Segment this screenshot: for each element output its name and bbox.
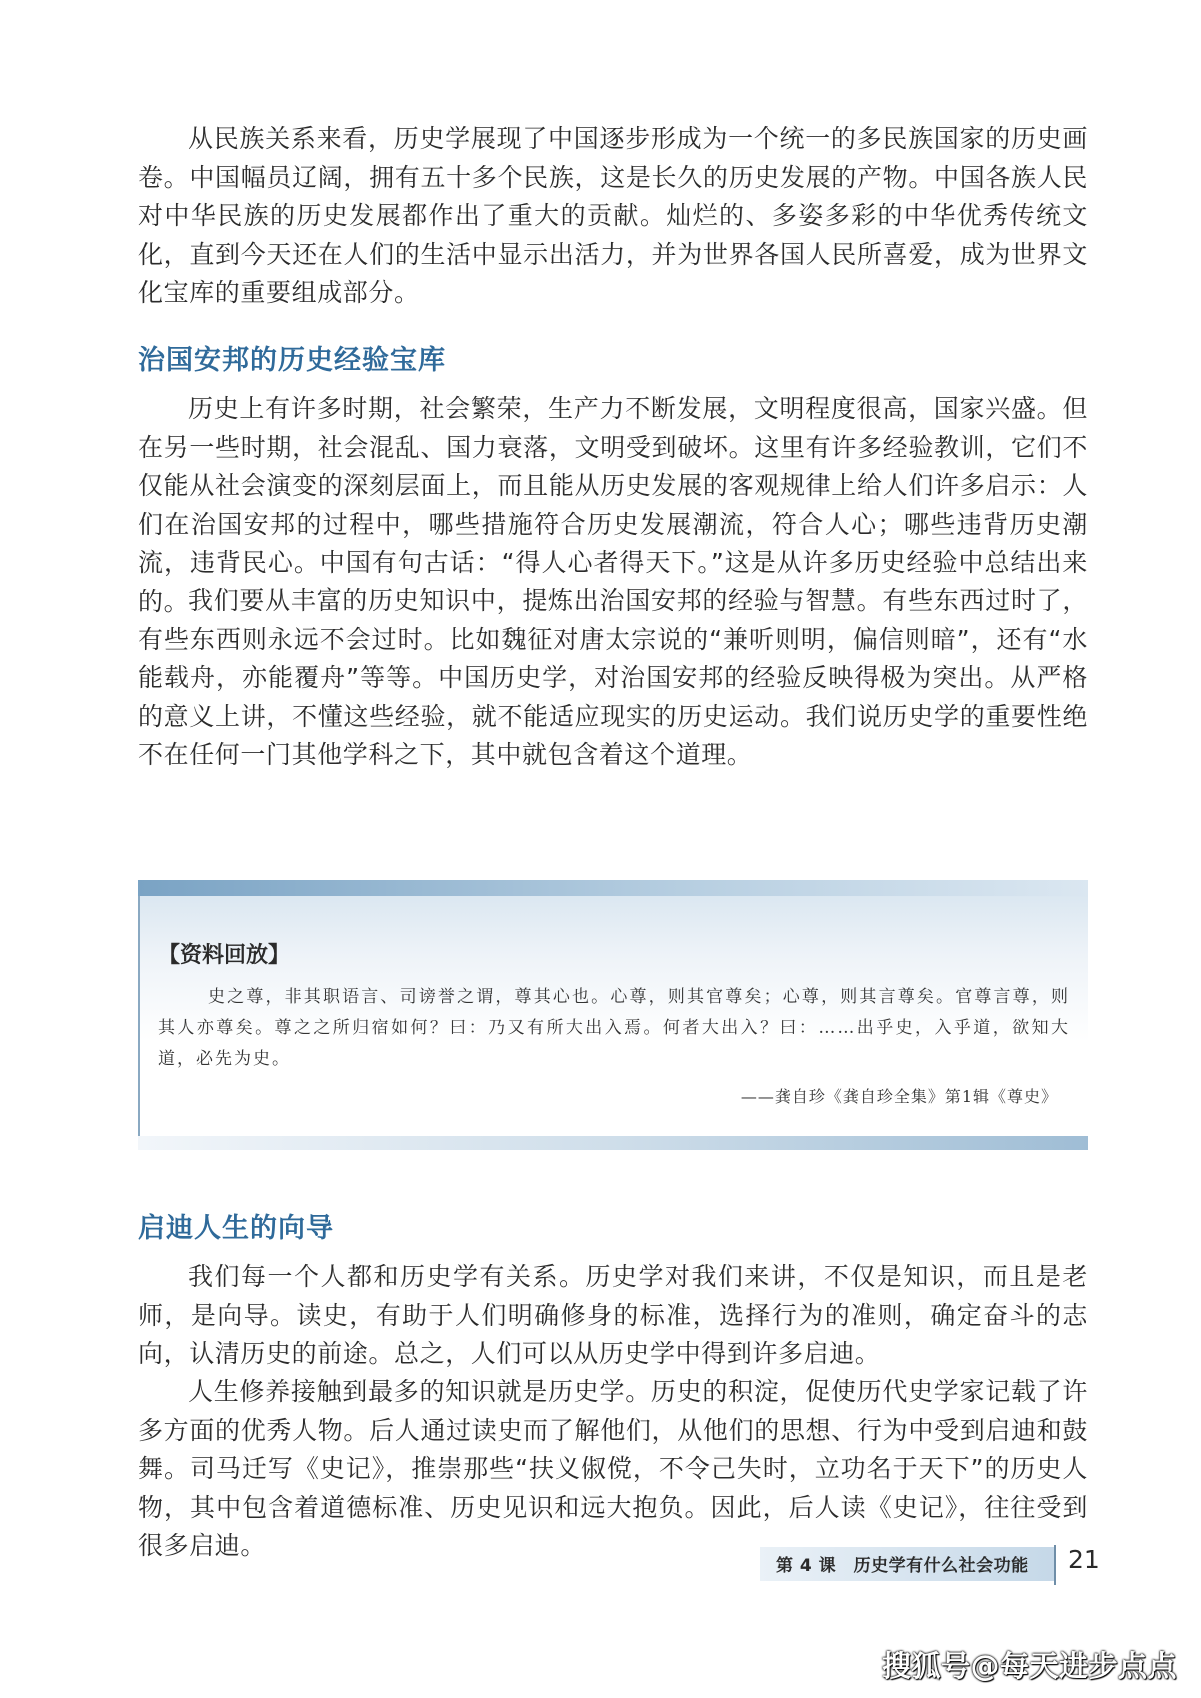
material-review-box <box>138 880 1088 1150</box>
watermark-text: 搜狐号@每天进步点点 <box>881 1649 1177 1683</box>
callout-left-rule <box>138 896 140 1146</box>
paragraph-ethnic-relations: 从民族关系来看，历史学展现了中国逐步形成为一个统一的多民族国家的历史画卷。中国幅员辽阔，拥有五十多个民族，这是长久的历史发展的产物。中国各族人民对中华民族的历史发展都作出了重大的贡献。灿烂的、多姿多彩的中华优秀传统文化，直到今天还在人们的生活中显示出活力，并为世界各国人民所喜爱，成为世界文化宝库的重要组成部分。 <box>138 124 1088 307</box>
paragraph-life-guide-2: 人生修养接触到最多的知识就是历史学。历史的积淀，促使历代史学家记载了许多方面的优秀人物。后人通过读史而了解他们，从他们的思想、行为中受到启迪和鼓舞。司马迁写《史记》，推崇那些“扶义俶傥，不令己失时，立功名于天下”的历史人物，其中包含着道德标准、历史见识和远大抱负。因此，后人读《史记》，往往受到很多启迪。 <box>138 1377 1088 1560</box>
callout-bottom-bar <box>138 1136 1088 1150</box>
callout-quote: 史之尊，非其职语言、司谤誉之谓，尊其心也。心尊，则其官尊矣；心尊，则其言尊矣。官尊言尊，则其人亦尊矣。尊之之所归宿如何？曰：乃又有所大出入焉。何者大出入？曰：……出乎史，入乎道，欲知大道，必先为史。 <box>158 987 1070 1069</box>
footer-separator <box>1054 1545 1056 1585</box>
paragraph-governance-1: 历史上有许多时期，社会繁荣，生产力不断发展，文明程度很高，国家兴盛。但在另一些时期，社会混乱、国力衰落，文明受到破坏。这里有许多经验教训，它们不仅能从社会演变的深刻层面上，而且能从历史发展的客观规律上给人们许多启示：人们在治国安邦的过程中，哪些措施符合历史发展潮流，符合人心；哪些违背历史潮流，违背民心。中国有句古话：“得人心者得天下。”这是从许多历史经验中总结出来的。 <box>138 394 1088 616</box>
page-number: 21 <box>1068 1545 1100 1574</box>
paragraph-governance-2: 我们要从丰富的历史知识中，提炼出治国安邦的经验与智慧。有些东西过时了，有些东西则永远不会过时。比如魏征对唐太宗说的“兼听则明，偏信则暗”，还有“水能载舟，亦能覆舟”等等。中国历史学，对治国安邦的经验反映得极为突出。从严格的意义上讲，不懂这些经验，就不能适应现实的历史运动。我们说历史学的重要性绝不在任何一门其他学科之下，其中就包含着这个道理。 <box>138 586 1088 769</box>
callout-source: ——龚自珍《龚自珍全集》第1辑《尊史》 <box>740 1087 1058 1106</box>
callout-title: 【资料回放】 <box>158 943 291 968</box>
paragraph-life-guide-1: 我们每一个人都和历史学有关系。历史学对我们来讲，不仅是知识，而且是老师，是向导。读史，有助于人们明确修身的标准，选择行为的准则，确定奋斗的志向，认清历史的前途。总之，人们可以从历史学中得到许多启迪。 <box>138 1262 1088 1368</box>
footer-lesson-label: 第 4 课 历史学有什么社会功能 <box>776 1556 1029 1576</box>
section-heading-life-guide: 启迪人生的向导 <box>138 1213 334 1244</box>
callout-top-bar <box>138 880 1088 896</box>
section-heading-governance: 治国安邦的历史经验宝库 <box>138 345 446 376</box>
